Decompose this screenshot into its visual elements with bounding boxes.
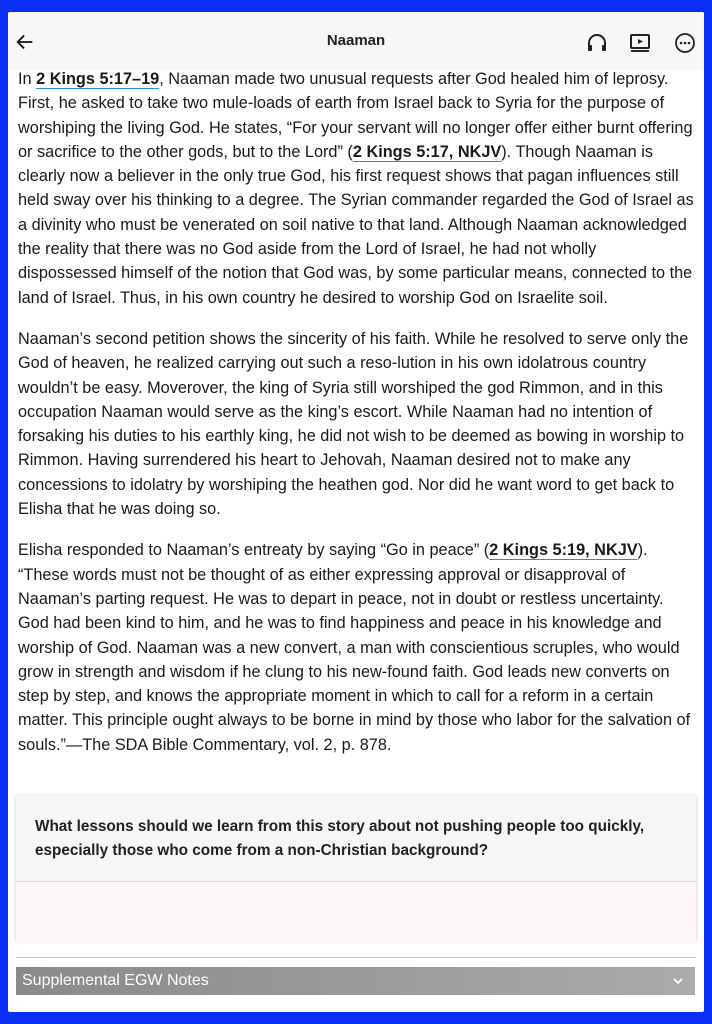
chevron-down-icon (671, 974, 685, 988)
headphones-icon[interactable] (585, 31, 609, 55)
supplemental-label: Supplemental EGW Notes (22, 972, 209, 989)
more-options-icon[interactable] (673, 31, 697, 55)
paragraph: Elisha responded to Naaman’s entreaty by saying “Go in peace” (2 Kings 5:19, NKJV). “These words must not be thought of as either expressing approval or disapproval of Naaman’s parting request. He was to depart in peace, not in doubt or restless uncertainty. God had been kind to him, and he was to find happiness and peace in his knowledge and worship of God. Naaman was a new convert, a man with conscientious scruples, who would grow in strength and wisdom if he clung to his new-found faith. God leads new converts on step by step, and knows the appropriate moment in which to call for a reform in a certain matter. This principle ought always to be borne in mind by those who labor for the salvation of souls.”—The SDA Bible Commentary, vol. 2, p. 878. (18, 541, 691, 754)
scripture-link[interactable]: 2 Kings 5:19, NKJV (489, 541, 638, 560)
video-play-icon[interactable] (628, 31, 652, 55)
app-window (8, 12, 704, 1012)
discussion-question-card (16, 795, 696, 940)
answer-input[interactable] (16, 881, 696, 942)
paragraph: Naaman’s second petition shows the sincerity of his faith. While he resolved to serve only the God of heaven, he realized carrying out such a reso-lution in his own idolatrous country wouldn’t be easy. Moverover, the king of Syria still worshiped the god Rimmon, and in this occupation Naaman would serve as the king’s escort. While Naaman had no intention of forsaking his duties to his earthly king, he did not wish to be deemed as bowing in worship to Rimmon. Having surrendered his heart to Jehovah, Naaman desired not to make any concessions to idolatry by worshiping the heathen god. Nor did he want word to get back to Elisha that he was doing so. (18, 329, 689, 519)
paragraph: In 2 Kings 5:17–19, Naaman made two unusual requests after God healed him of leprosy. First, he asked to take two mule-loads of earth from Israel back to Syria for the purpose of worshiping the living God. He states, “For your servant will no longer offer either burnt offering or sacrifice to the other gods, but to the Lord” (2 Kings 5:17, NKJV). Though Naaman is clearly now a believer in the only true God, his first request shows that pagan influences still held sway over his thinking to a degree. The Syrian commander regarded the God of Israel as a divinity who must be venerated on soil native to that land. Although Naaman acknowledged the reality that there was no God aside from the Lord of Israel, he had not wholly dispossessed himself of the notion that God was, by some particular means, connected to the land of Israel. Thus, in his own country he desired to worship God on Israelite soil. (18, 70, 694, 307)
divider (16, 957, 696, 958)
page-title: Naaman (326, 32, 386, 49)
question-text: What lessons should we learn from this story about not pushing people too quickly, especially those who come from a non-Christian background? (35, 818, 645, 859)
supplemental-egw-notes-toggle[interactable] (16, 967, 695, 995)
scripture-link[interactable]: 2 Kings 5:17, NKJV (352, 142, 502, 161)
scripture-link[interactable]: 2 Kings 5:17–19 (36, 70, 160, 88)
top-bar (8, 12, 704, 70)
lesson-content (18, 67, 698, 774)
